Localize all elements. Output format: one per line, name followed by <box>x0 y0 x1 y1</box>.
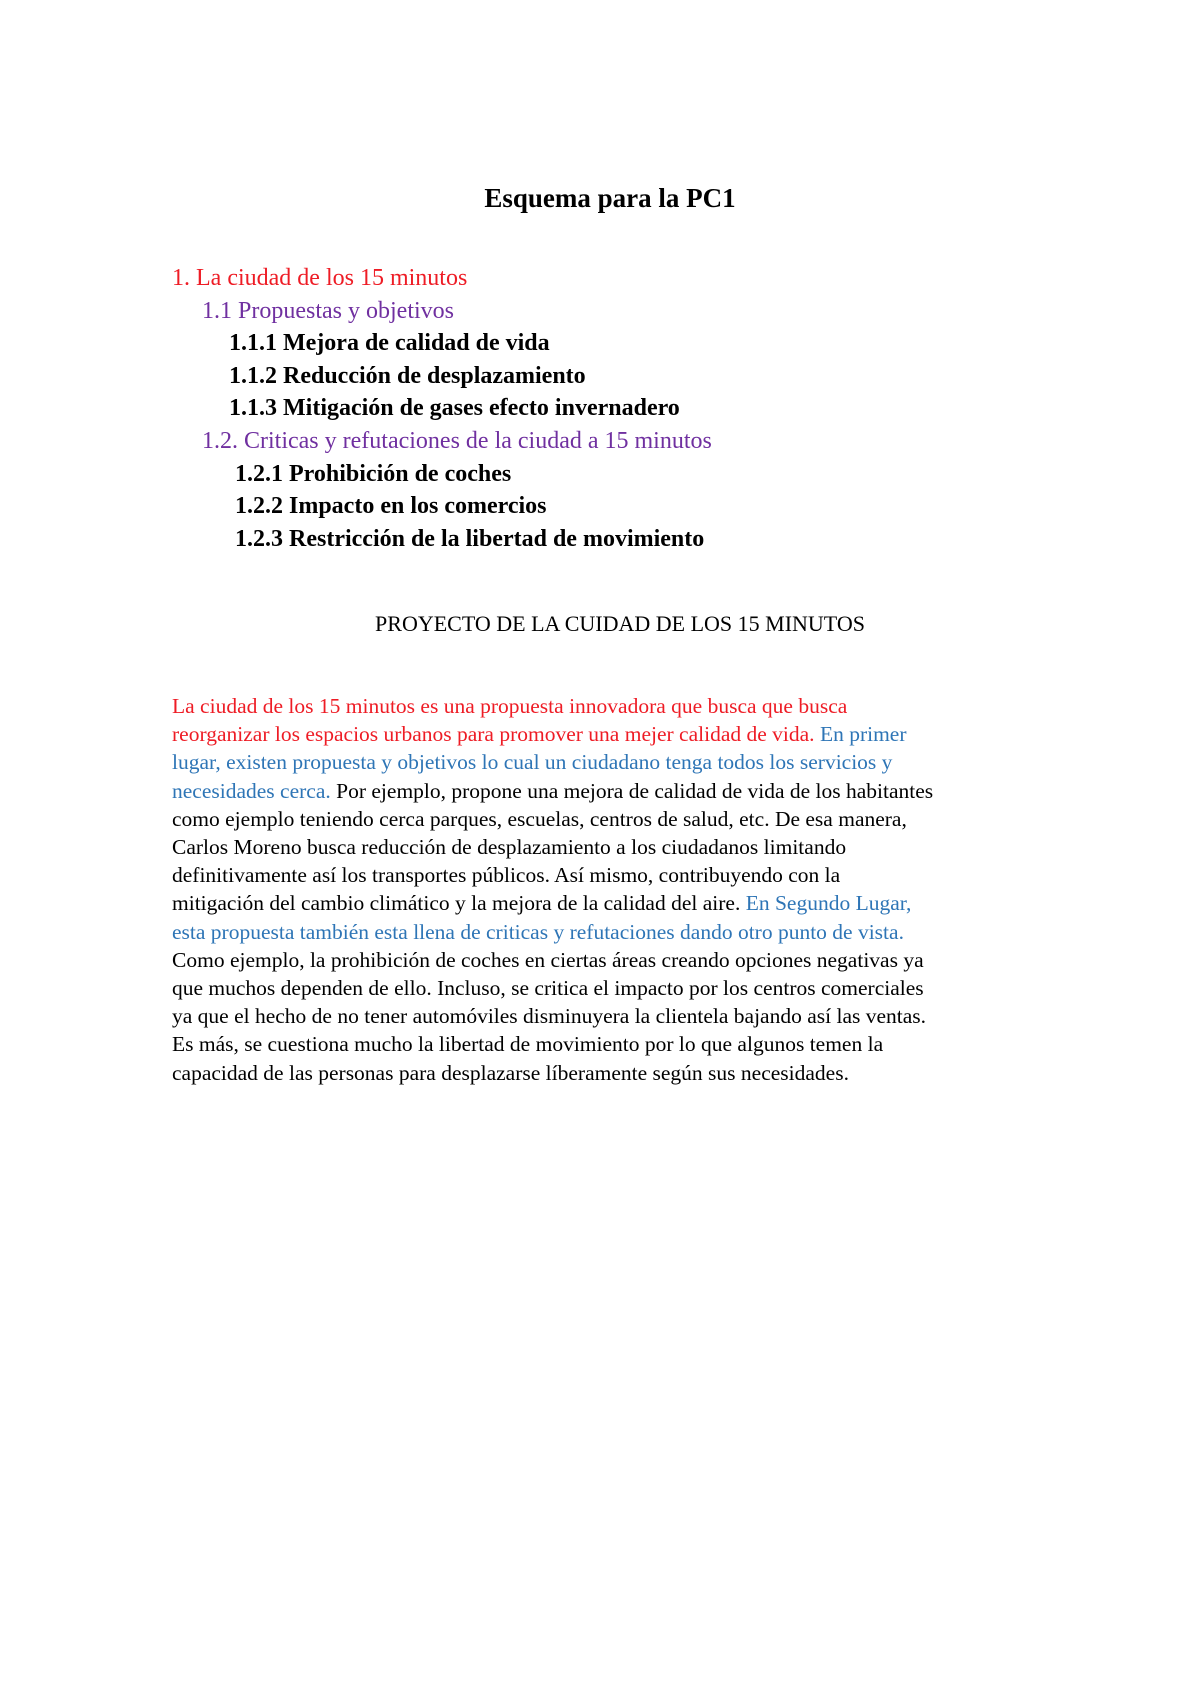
paragraph-line <box>172 861 1052 889</box>
paragraph-line <box>172 748 1052 776</box>
text-run-black: que muchos dependen de ello. Incluso, se critica el impacto por los centros comerciales <box>172 976 924 1001</box>
outline-item-1-2-3: 1.2.3 Restricción de la libertad de movimiento <box>235 525 705 552</box>
outline-item-1-2-1: 1.2.1 Prohibición de coches <box>235 460 512 487</box>
section-title: PROYECTO DE LA CUIDAD DE LOS 15 MINUTOS <box>375 611 865 636</box>
paragraph-line <box>172 692 1052 720</box>
document-title: Esquema para la PC1 <box>484 183 736 213</box>
paragraph-line <box>172 918 1052 946</box>
text-run-black: como ejemplo teniendo cerca parques, escuelas, centros de salud, etc. De esa manera, <box>172 806 907 831</box>
text-run-blue: lugar, existen propuesta y objetivos lo cual un ciudadano tenga todos los servicios y <box>172 750 893 775</box>
text-run-black: capacidad de las personas para desplazarse líberamente según sus necesidades. <box>172 1060 849 1085</box>
text-run-black: Por ejemplo, propone una mejora de calidad de vida de los habitantes <box>330 778 934 803</box>
outline-item-1-1: 1.1 Propuestas y objetivos <box>202 297 454 324</box>
outline-item-1-2: 1.2. Criticas y refutaciones de la ciudad a 15 minutos <box>202 427 712 454</box>
text-run-blue: esta propuesta también esta llena de criticas y refutaciones dando otro punto de vista. <box>172 919 904 944</box>
outline-item-1-1-1: 1.1.1 Mejora de calidad de vida <box>229 330 550 357</box>
text-run-black: Carlos Moreno busca reducción de desplazamiento a los ciudadanos limitando <box>172 835 847 860</box>
paragraph-line <box>172 1030 1052 1058</box>
text-run-black: mitigación del cambio climático y la mejora de la calidad del aire. <box>172 891 741 916</box>
text-run-blue: necesidades cerca. <box>172 778 331 803</box>
paragraph-line <box>172 974 1052 1002</box>
paragraph-line <box>172 1059 1052 1087</box>
text-run-black: ya que el hecho de no tener automóviles disminuyera la clientela bajando así las ventas. <box>172 1004 927 1029</box>
outline-item-1-1-2: 1.1.2 Reducción de desplazamiento <box>229 362 586 389</box>
text-run-red: La ciudad de los 15 minutos es una propuesta innovadora que busca que busca <box>172 694 848 718</box>
paragraph-line <box>172 805 1052 833</box>
paragraph-line <box>172 833 1052 861</box>
paragraph-line <box>172 946 1052 974</box>
paragraph-line <box>172 1002 1052 1030</box>
text-run-red: reorganizar los espacios urbanos para promover una mejer calidad de vida. <box>172 722 815 747</box>
text-run-blue: En Segundo Lugar, <box>740 891 912 916</box>
text-run-black: definitivamente así los transportes públicos. Así mismo, contribuyendo con la <box>172 863 841 888</box>
outline-item-1-2-2: 1.2.2 Impacto en los comercios <box>235 493 547 520</box>
paragraph-line <box>172 720 1052 748</box>
paragraph-line <box>172 889 1052 917</box>
paragraph-line <box>172 777 1052 805</box>
outline-list <box>172 262 712 555</box>
text-run-blue: En primer <box>814 722 907 747</box>
body-paragraph <box>172 692 1052 1087</box>
outline-item-1-1-3: 1.1.3 Mitigación de gases efecto invernadero <box>229 395 680 422</box>
outline-item-1: 1. La ciudad de los 15 minutos <box>172 265 468 291</box>
text-run-black: Es más, se cuestiona mucho la libertad de movimiento por lo que algunos temen la <box>172 1032 884 1057</box>
text-run-black: Como ejemplo, la prohibición de coches en ciertas áreas creando opciones negativas ya <box>172 947 924 972</box>
